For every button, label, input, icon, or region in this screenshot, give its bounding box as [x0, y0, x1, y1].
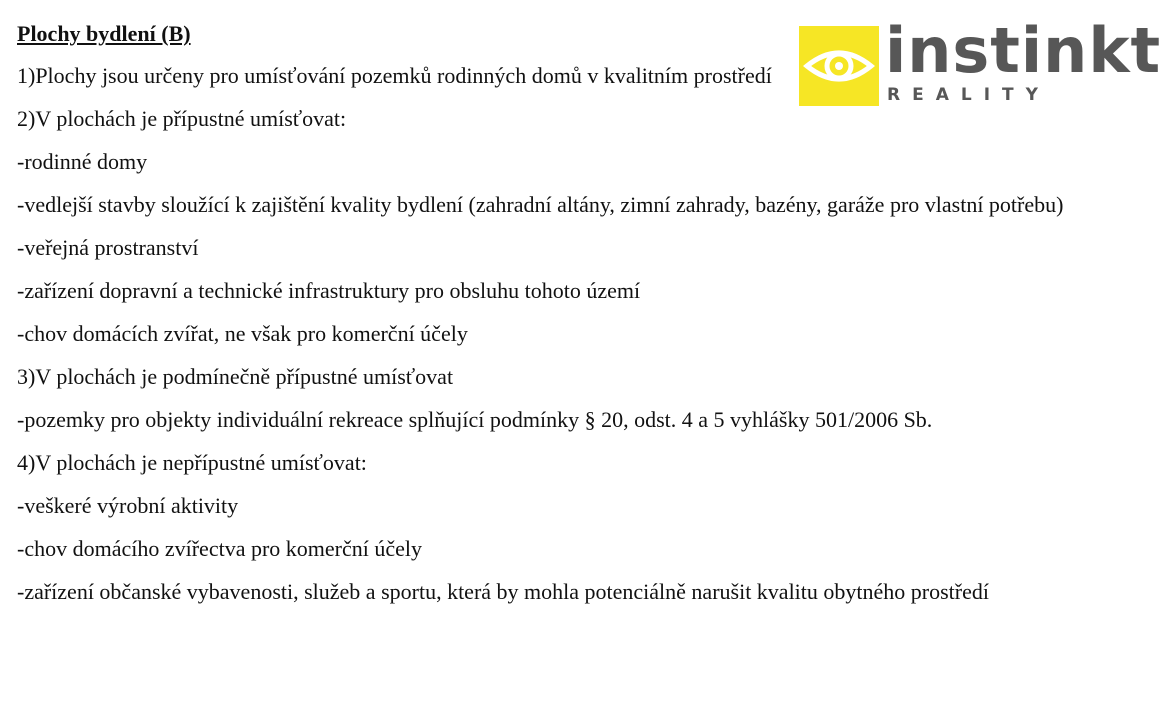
list-item: -rodinné domy — [17, 149, 148, 174]
paragraph-2: 2)V plochách je přípustné umísťovat: — [17, 106, 347, 131]
list-item: -veškeré výrobní aktivity — [17, 493, 239, 518]
list-item: -pozemky pro objekty individuální rekreace splňující podmínky § 20, odst. 4 a 5 vyhlášky 501/2006 Sb. — [17, 407, 933, 432]
paragraph-1: 1)Plochy jsou určeny pro umísťování pozemků rodinných domů v kvalitním prostředí — [17, 63, 772, 88]
list-item: -veřejná prostranství — [17, 235, 199, 260]
paragraph-3: 3)V plochách je podmínečně přípustné umísťovat — [17, 364, 454, 389]
instinkt-reality-watermark — [799, 14, 1161, 108]
list-item: -chov domácích zvířat, ne však pro komerční účely — [17, 321, 468, 346]
list-item: -chov domácího zvířectva pro komerční účely — [17, 536, 423, 561]
paragraph-4: 4)V plochách je nepřípustné umísťovat: — [17, 450, 367, 475]
list-item: -zařízení občanské vybavenosti, služeb a sportu, která by mohla potenciálně narušit kvalitu obytného prostředí — [17, 579, 989, 604]
section-title: Plochy bydlení (B) — [17, 21, 191, 46]
list-item: -zařízení dopravní a technické infrastruktury pro obsluhu tohoto území — [17, 278, 641, 303]
list-item: -vedlejší stavby sloužící k zajištění kvality bydlení (zahradní altány, zimní zahrady, bazény, garáže pro vlastní potřebu) — [17, 192, 1064, 217]
brand-subtitle: REALITY — [887, 85, 1050, 105]
brand-name: instinkt — [885, 14, 1161, 87]
eye-logo-icon — [799, 26, 879, 106]
